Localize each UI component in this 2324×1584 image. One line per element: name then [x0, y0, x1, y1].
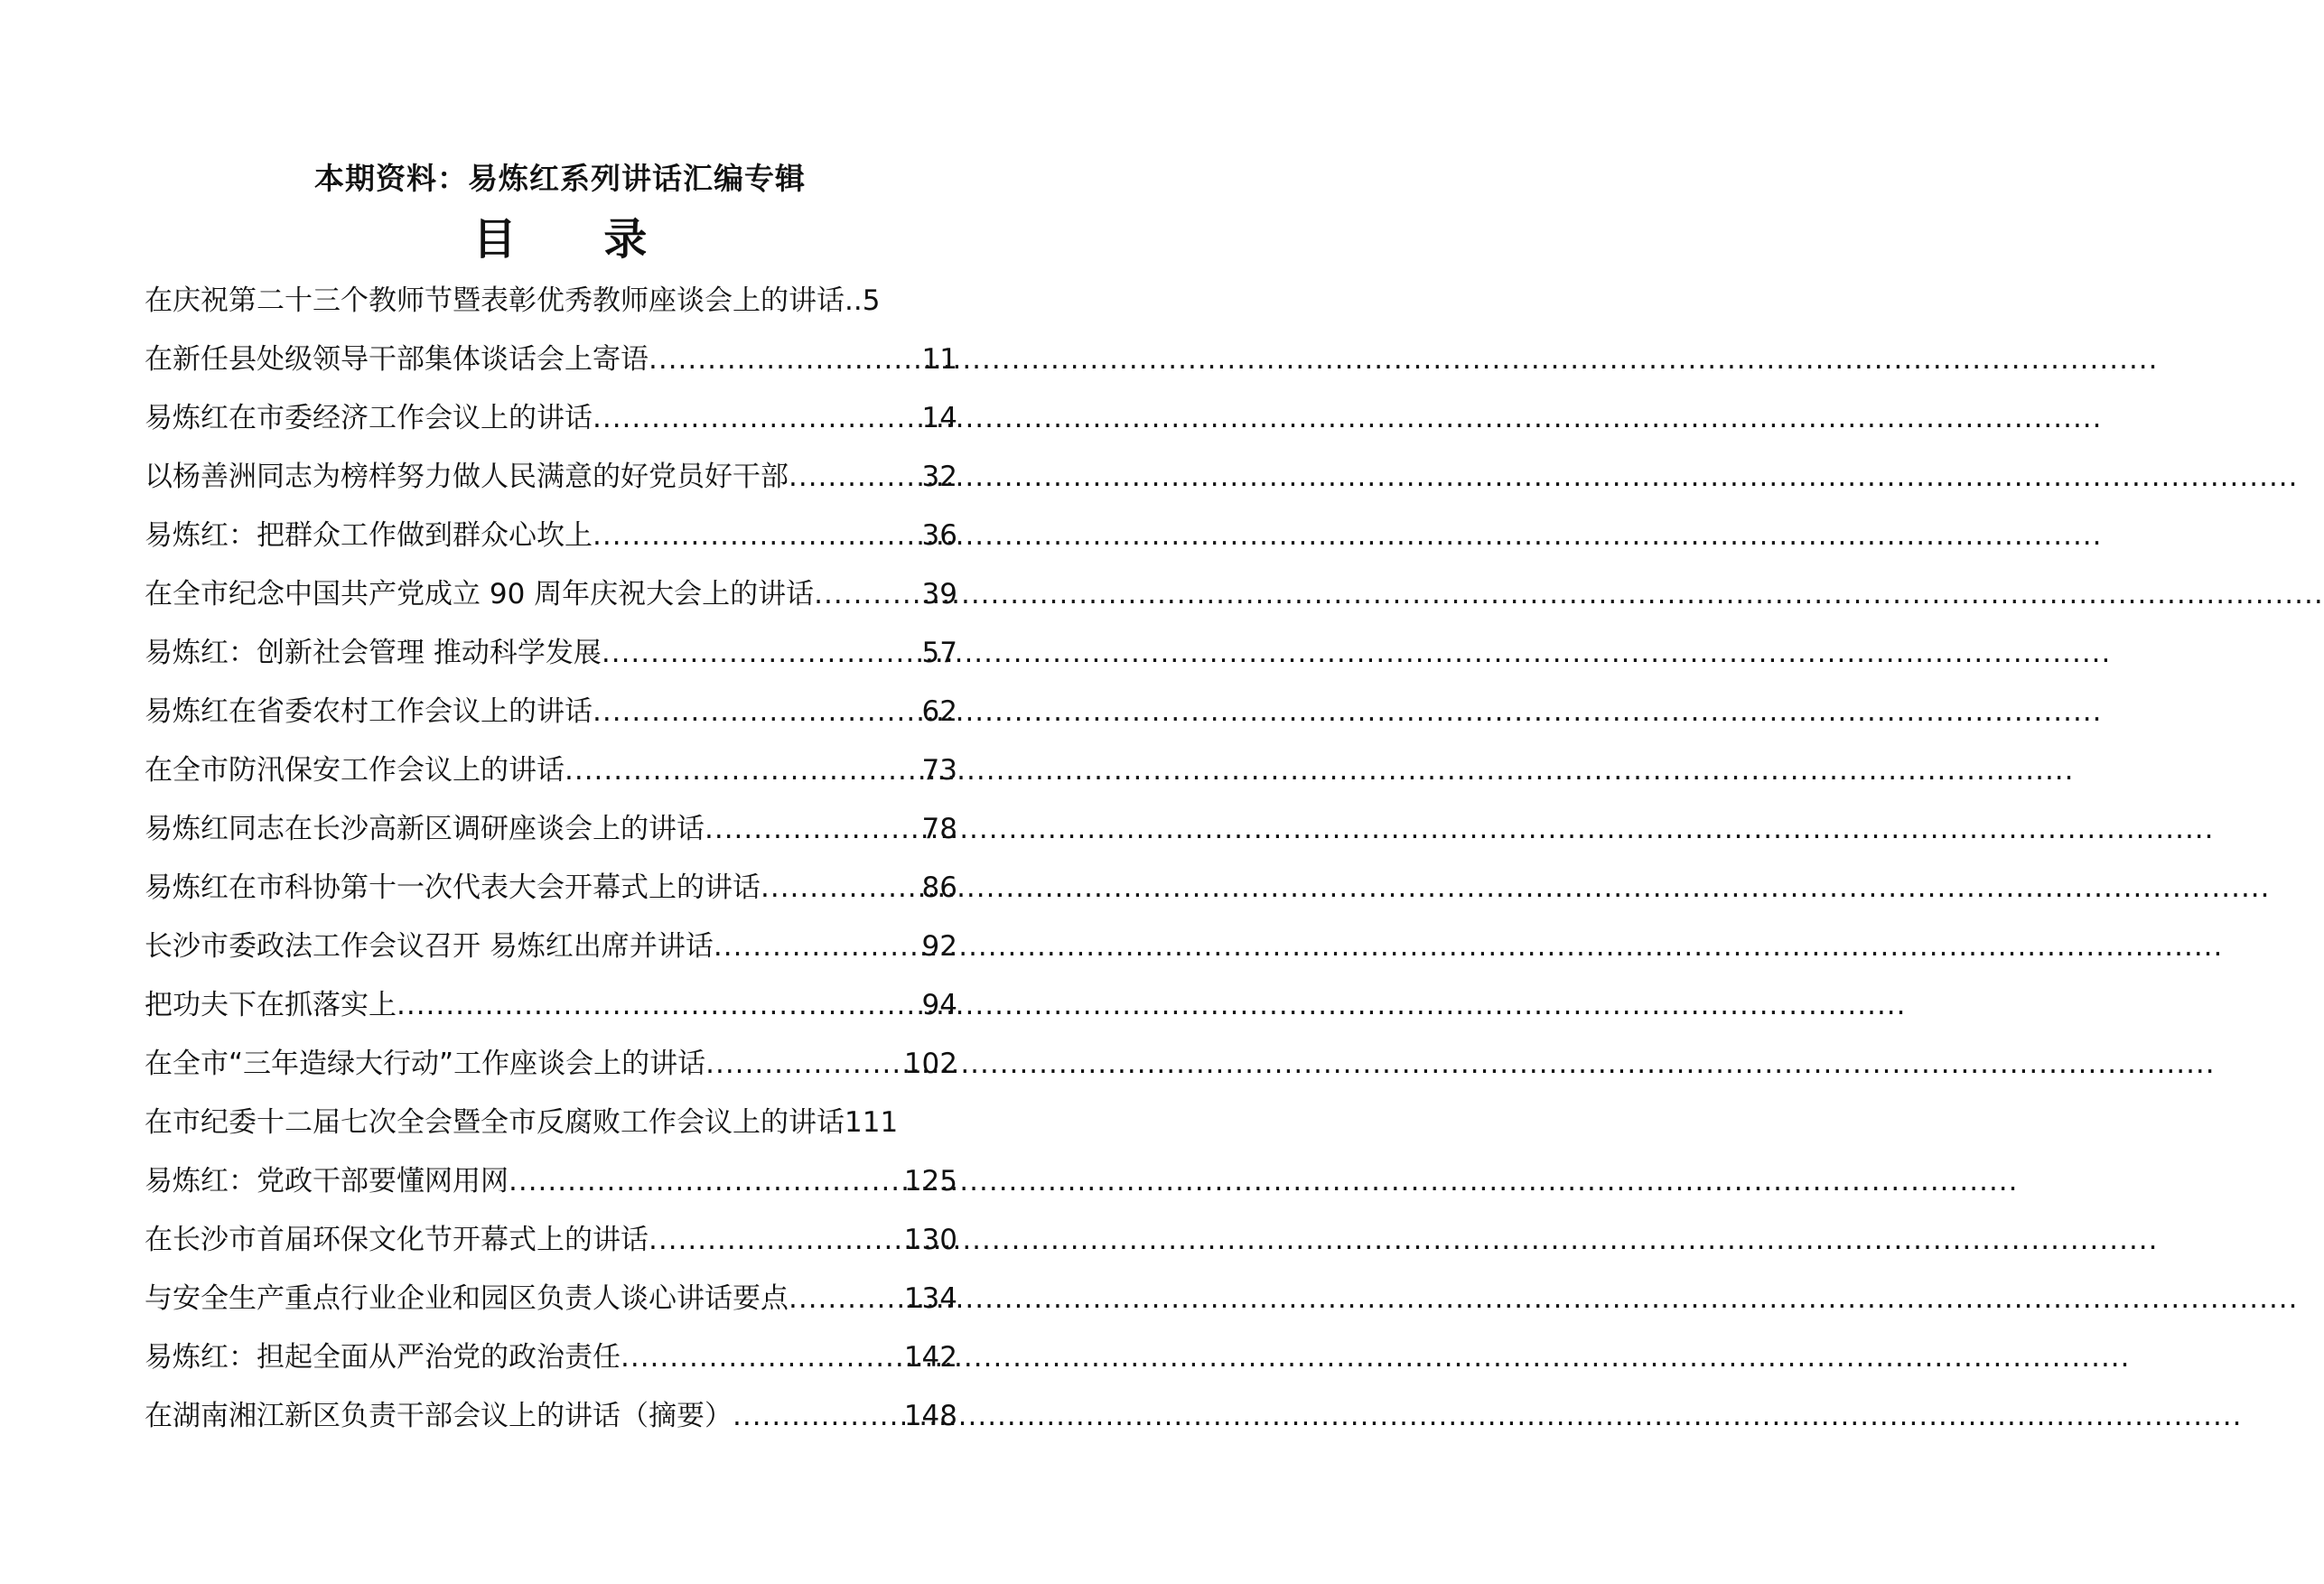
toc-entry-title: 易炼红在省委农村工作会议上的讲话 — [145, 695, 593, 728]
toc-entry-page: 111 — [845, 1106, 899, 1139]
toc-entry-page: 94 — [921, 989, 957, 1021]
toc-entry-page: 134 — [903, 1282, 957, 1315]
toc-entry-page: 130 — [903, 1224, 957, 1256]
toc-entry-page: .5 — [853, 284, 881, 317]
toc-entry-page: 102 — [903, 1048, 957, 1080]
toc-entry-page: 86 — [921, 871, 957, 904]
toc-entry-page: 11 — [921, 343, 957, 376]
toc-entry[interactable] — [145, 1152, 957, 1211]
toc-entry[interactable] — [145, 624, 957, 683]
toc-entry[interactable] — [145, 976, 957, 1035]
toc-entry-page: 32 — [921, 461, 957, 493]
toc-entry[interactable] — [145, 1211, 957, 1270]
toc-entry-title: 易炼红：把群众工作做到群众心坎上 — [145, 519, 593, 552]
dot-leader — [509, 1152, 904, 1211]
dot-leader — [565, 741, 922, 800]
toc-entry-page: 125 — [903, 1165, 957, 1197]
dot-leader — [593, 683, 922, 741]
dot-leader — [714, 918, 922, 976]
toc-entry[interactable] — [145, 1387, 957, 1446]
toc-entry-page: 14 — [921, 402, 957, 434]
toc-entry-title: 在全市防汛保安工作会议上的讲话 — [145, 754, 565, 787]
table-of-contents — [145, 272, 957, 1446]
dot-leader — [621, 1328, 904, 1387]
toc-entry-title: 易炼红同志在长沙高新区调研座谈会上的讲话 — [145, 813, 705, 845]
dot-leader — [705, 800, 922, 859]
dot-leader — [705, 1035, 904, 1094]
toc-entry-title: 易炼红在市委经济工作会议上的讲话 — [145, 402, 593, 434]
toc-entry-title: 在全市纪念中国共产党成立 90 周年庆祝大会上的讲话 — [145, 578, 815, 610]
toc-entry-title: 与安全生产重点行业企业和园区负责人谈心讲话要点 — [145, 1282, 789, 1315]
toc-heading: 目 录 — [472, 214, 684, 265]
toc-entry-title: 把功夫下在抓落实上 — [145, 989, 397, 1021]
dot-leader — [593, 507, 922, 565]
dot-leader — [814, 565, 921, 624]
dot-leader — [789, 448, 922, 507]
dot-leader — [649, 331, 922, 389]
toc-entry-page: 142 — [903, 1341, 957, 1374]
toc-entry[interactable] — [145, 1270, 957, 1328]
toc-entry-page: 57 — [921, 637, 957, 669]
toc-entry[interactable] — [145, 272, 957, 331]
dot-leader — [397, 976, 922, 1035]
toc-entry[interactable] — [145, 331, 957, 389]
toc-entry-title: 易炼红在市科协第十一次代表大会开幕式上的讲话 — [145, 871, 761, 904]
toc-entry[interactable] — [145, 683, 957, 741]
toc-entry[interactable] — [145, 800, 957, 859]
document-subtitle: 本期资料：易炼红系列讲话汇编专辑 — [314, 161, 806, 196]
dot-leader — [733, 1387, 904, 1446]
dot-leader — [593, 389, 922, 448]
dot-leader — [789, 1270, 904, 1328]
dot-leader — [761, 859, 922, 918]
toc-entry-title: 在庆祝第二十三个教师节暨表彰优秀教师座谈会上的讲话. — [145, 284, 854, 317]
toc-entry-title: 在长沙市首届环保文化节开幕式上的讲话 — [145, 1224, 649, 1256]
toc-entry-title: 在全市“三年造绿大行动”工作座谈会上的讲话 — [145, 1048, 706, 1080]
toc-entry[interactable] — [145, 565, 957, 624]
toc-entry-title: 易炼红：创新社会管理 推动科学发展 — [145, 637, 602, 669]
toc-entry[interactable] — [145, 389, 957, 448]
toc-entry-page: 39 — [921, 578, 957, 610]
toc-entry[interactable] — [145, 507, 957, 565]
toc-entry[interactable] — [145, 1035, 957, 1094]
toc-entry-title: 以杨善洲同志为榜样努力做人民满意的好党员好干部 — [145, 461, 789, 493]
toc-entry[interactable] — [145, 918, 957, 976]
toc-entry-page: 148 — [903, 1400, 957, 1432]
toc-entry-page: 92 — [921, 930, 957, 963]
toc-entry-page: 62 — [921, 695, 957, 728]
toc-entry-title: 长沙市委政法工作会议召开 易炼红出席并讲话 — [145, 930, 714, 963]
toc-entry-page: 36 — [921, 519, 957, 552]
dot-leader — [602, 624, 922, 683]
toc-entry-title: 在湖南湘江新区负责干部会议上的讲话（摘要） — [145, 1400, 733, 1432]
dot-leader — [649, 1211, 904, 1270]
toc-entry-page: 78 — [921, 813, 957, 845]
toc-entry[interactable] — [145, 741, 957, 800]
toc-entry[interactable] — [145, 448, 957, 507]
toc-entry-title: 易炼红：党政干部要懂网用网 — [145, 1165, 509, 1197]
toc-entry-title: 在市纪委十二届七次全会暨全市反腐败工作会议上的讲话 — [145, 1106, 845, 1139]
toc-entry[interactable] — [145, 1094, 957, 1152]
toc-entry-page: 73 — [921, 754, 957, 787]
toc-entry[interactable] — [145, 859, 957, 918]
toc-entry-title: 易炼红：担起全面从严治党的政治责任 — [145, 1341, 621, 1374]
toc-entry[interactable] — [145, 1328, 957, 1387]
toc-entry-title: 在新任县处级领导干部集体谈话会上寄语 — [145, 343, 649, 376]
